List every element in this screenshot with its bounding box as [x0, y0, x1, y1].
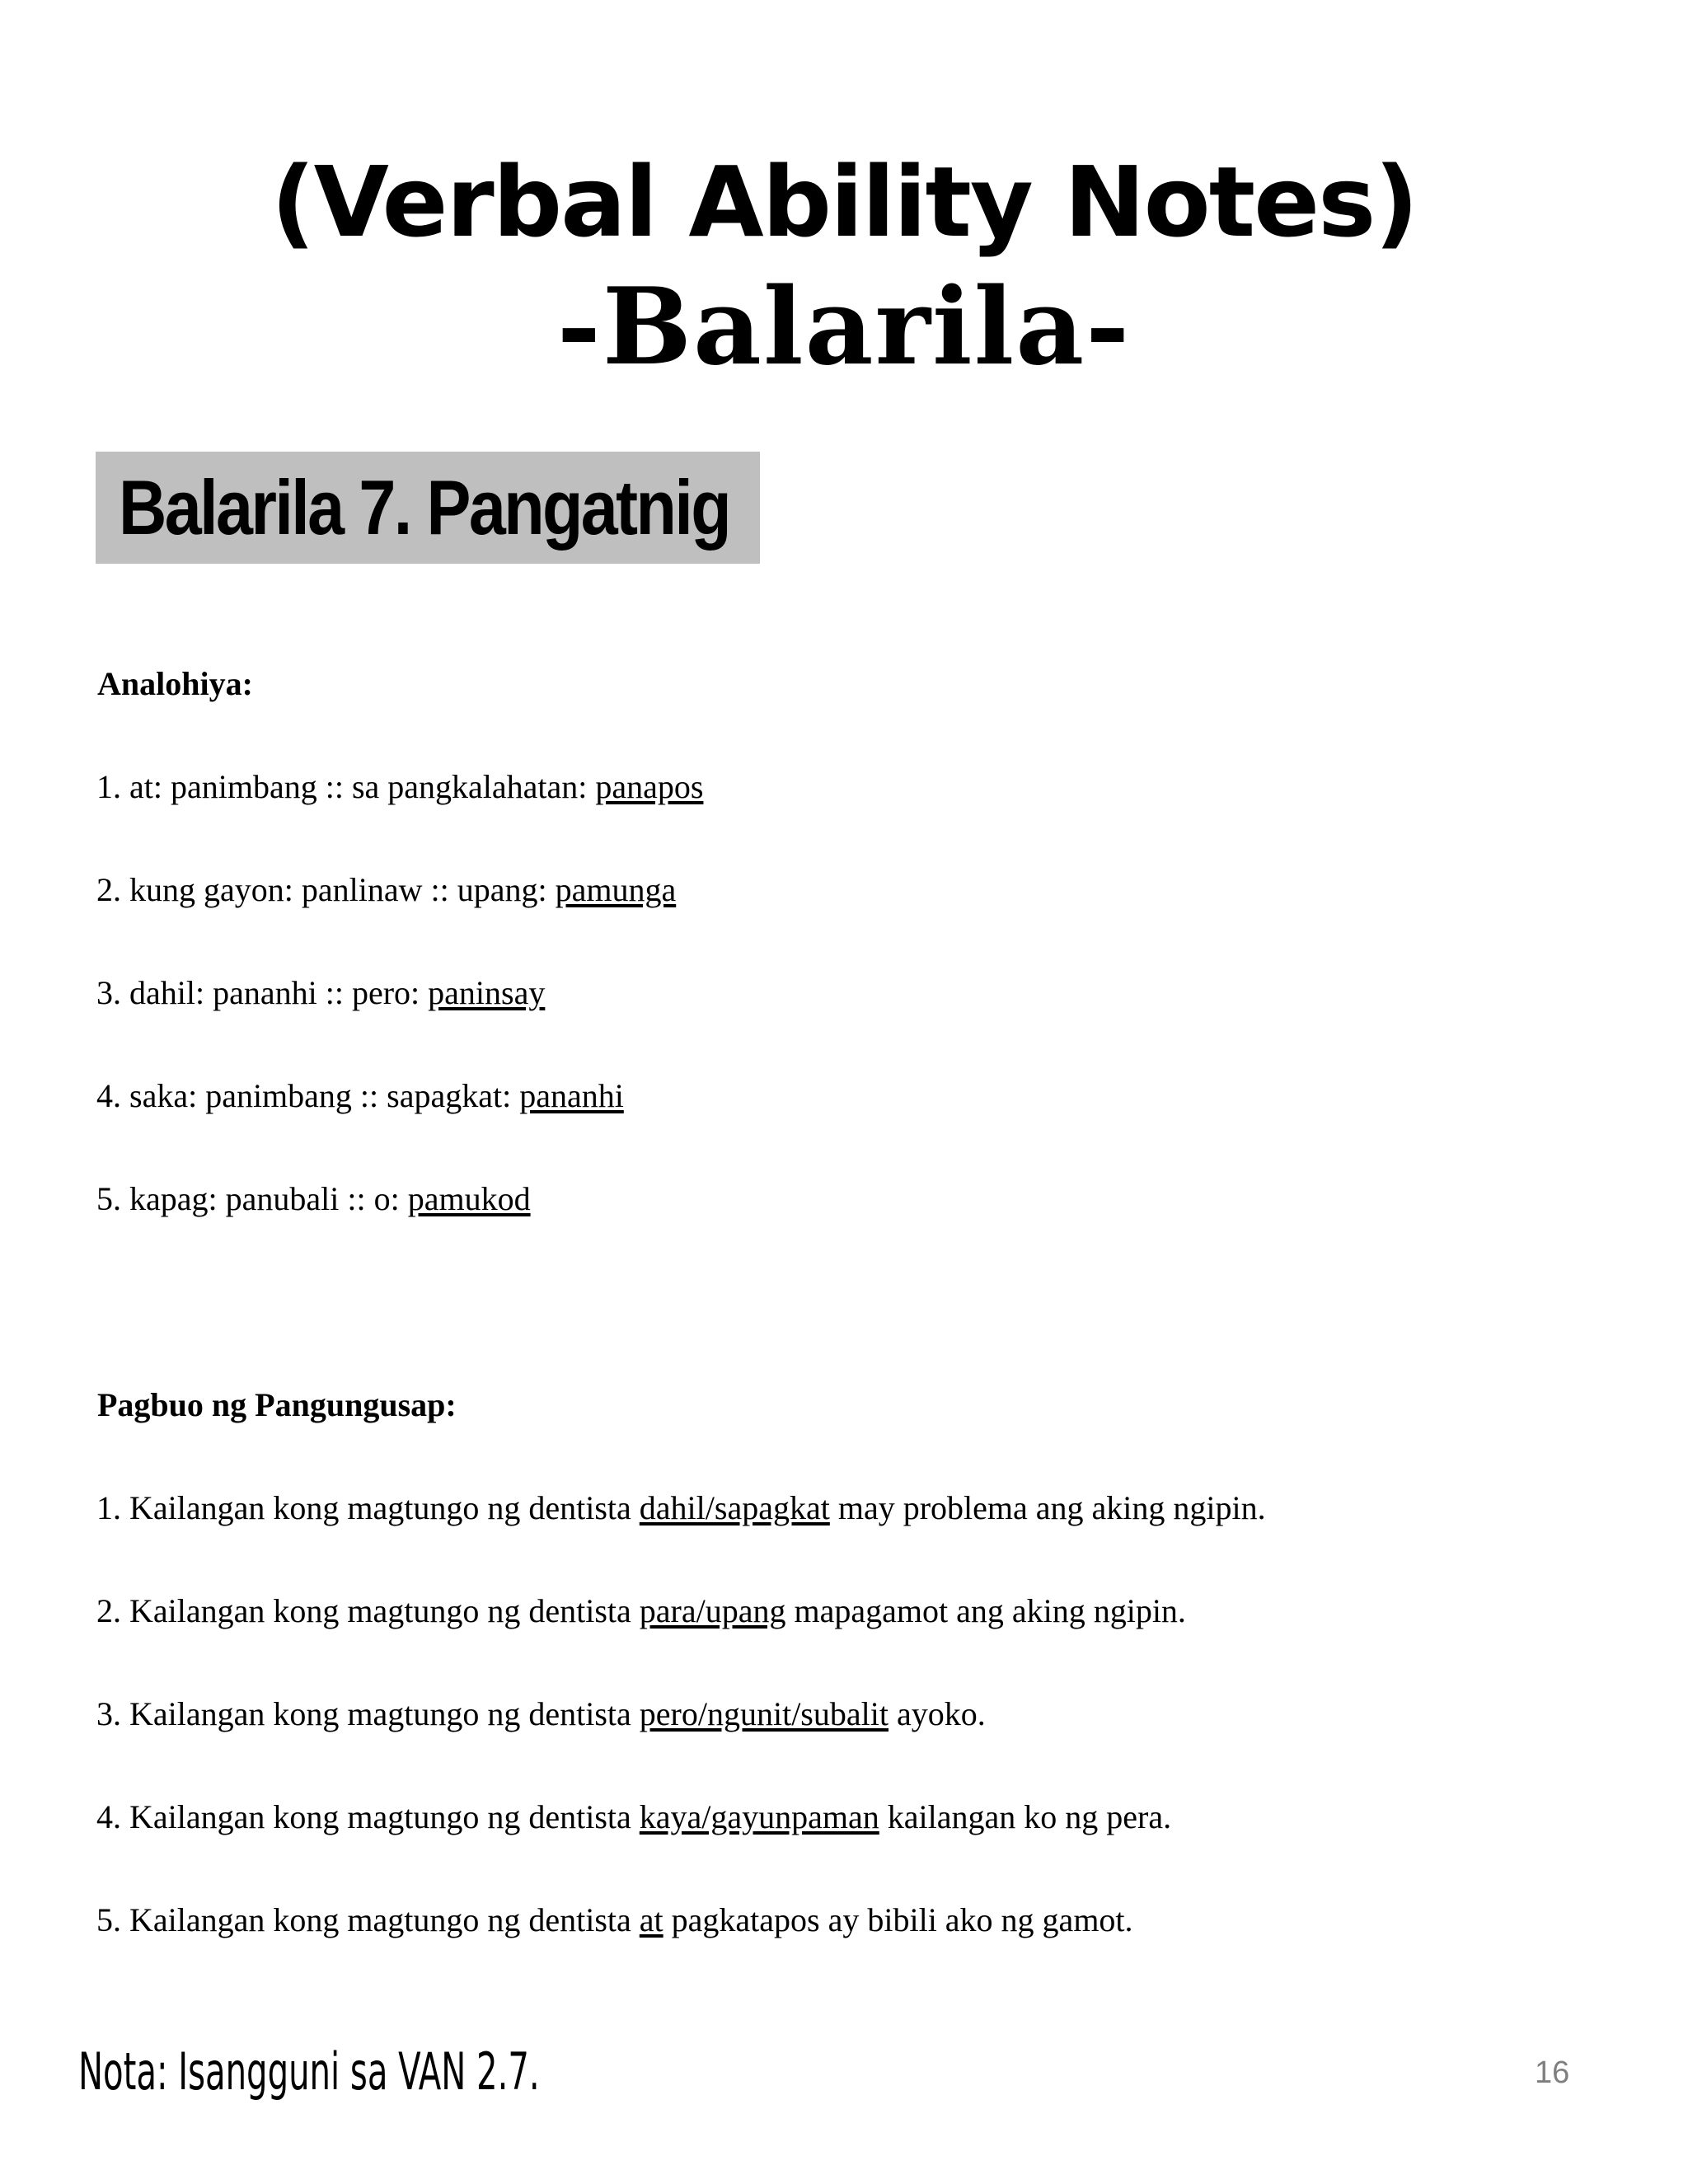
section-banner — [96, 452, 760, 564]
pagbuo-heading: Pagbuo ng Pangungusap: — [97, 1386, 457, 1423]
pagbuo-item-after: ayoko. — [888, 1695, 986, 1732]
pagbuo-item-5 — [96, 1900, 1133, 1941]
page-title: (Verbal Ability Notes) — [270, 145, 1418, 259]
pagbuo-item-1 — [96, 1488, 1266, 1529]
section-title: Balarila 7. Pangatnig — [119, 464, 729, 551]
footer-note: Nota: Isangguni sa VAN 2.7. — [78, 2041, 540, 2102]
analohiya-item-answer: pamunga — [555, 871, 677, 908]
pagbuo-item-before: 1. Kailangan kong magtungo ng dentista — [96, 1489, 640, 1526]
pagbuo-item-4 — [96, 1797, 1171, 1838]
pagbuo-item-after: may problema ang aking ngipin. — [829, 1489, 1266, 1526]
analohiya-item-2 — [96, 869, 676, 911]
pagbuo-item-answer: dahil/sapagkat — [639, 1489, 830, 1526]
pagbuo-item-answer: para/upang — [639, 1592, 786, 1629]
page-subtitle: -Balarila- — [556, 265, 1132, 389]
pagbuo-item-after: kailangan ko ng pera. — [879, 1798, 1172, 1835]
analohiya-item-text: 2. kung gayon: panlinaw :: upang: — [96, 871, 556, 908]
pagbuo-item-after: pagkatapos ay bibili ako ng gamot. — [663, 1901, 1133, 1938]
pagbuo-item-before: 5. Kailangan kong magtungo ng dentista — [96, 1901, 640, 1938]
pagbuo-item-after: mapagamot ang aking ngipin. — [785, 1592, 1186, 1629]
pagbuo-item-answer: pero/ngunit/subalit — [639, 1695, 889, 1732]
pagbuo-item-3 — [96, 1694, 986, 1735]
pagbuo-item-before: 2. Kailangan kong magtungo ng dentista — [96, 1592, 640, 1629]
analohiya-item-text: 1. at: panimbang :: sa pangkalahatan: — [96, 768, 596, 805]
analohiya-item-answer: paninsay — [428, 974, 546, 1011]
analohiya-item-5 — [96, 1179, 531, 1220]
analohiya-item-answer: panapos — [595, 768, 704, 805]
analohiya-item-1 — [96, 766, 703, 808]
analohiya-item-text: 5. kapag: panubali :: o: — [96, 1180, 408, 1217]
pagbuo-item-before: 3. Kailangan kong magtungo ng dentista — [96, 1695, 640, 1732]
analohiya-item-text: 4. saka: panimbang :: sapagkat: — [96, 1077, 520, 1114]
pagbuo-item-answer: kaya/gayunpaman — [639, 1798, 879, 1835]
page-number: 16 — [1535, 2055, 1570, 2090]
analohiya-item-text: 3. dahil: pananhi :: pero: — [96, 974, 429, 1011]
analohiya-heading: Analohiya: — [97, 665, 253, 702]
pagbuo-item-2 — [96, 1591, 1186, 1632]
analohiya-item-answer: pananhi — [519, 1077, 624, 1114]
analohiya-item-answer: pamukod — [407, 1180, 531, 1217]
pagbuo-item-answer: at — [639, 1901, 663, 1938]
analohiya-item-4 — [96, 1076, 624, 1117]
pagbuo-item-before: 4. Kailangan kong magtungo ng dentista — [96, 1798, 640, 1835]
analohiya-item-3 — [96, 972, 545, 1014]
